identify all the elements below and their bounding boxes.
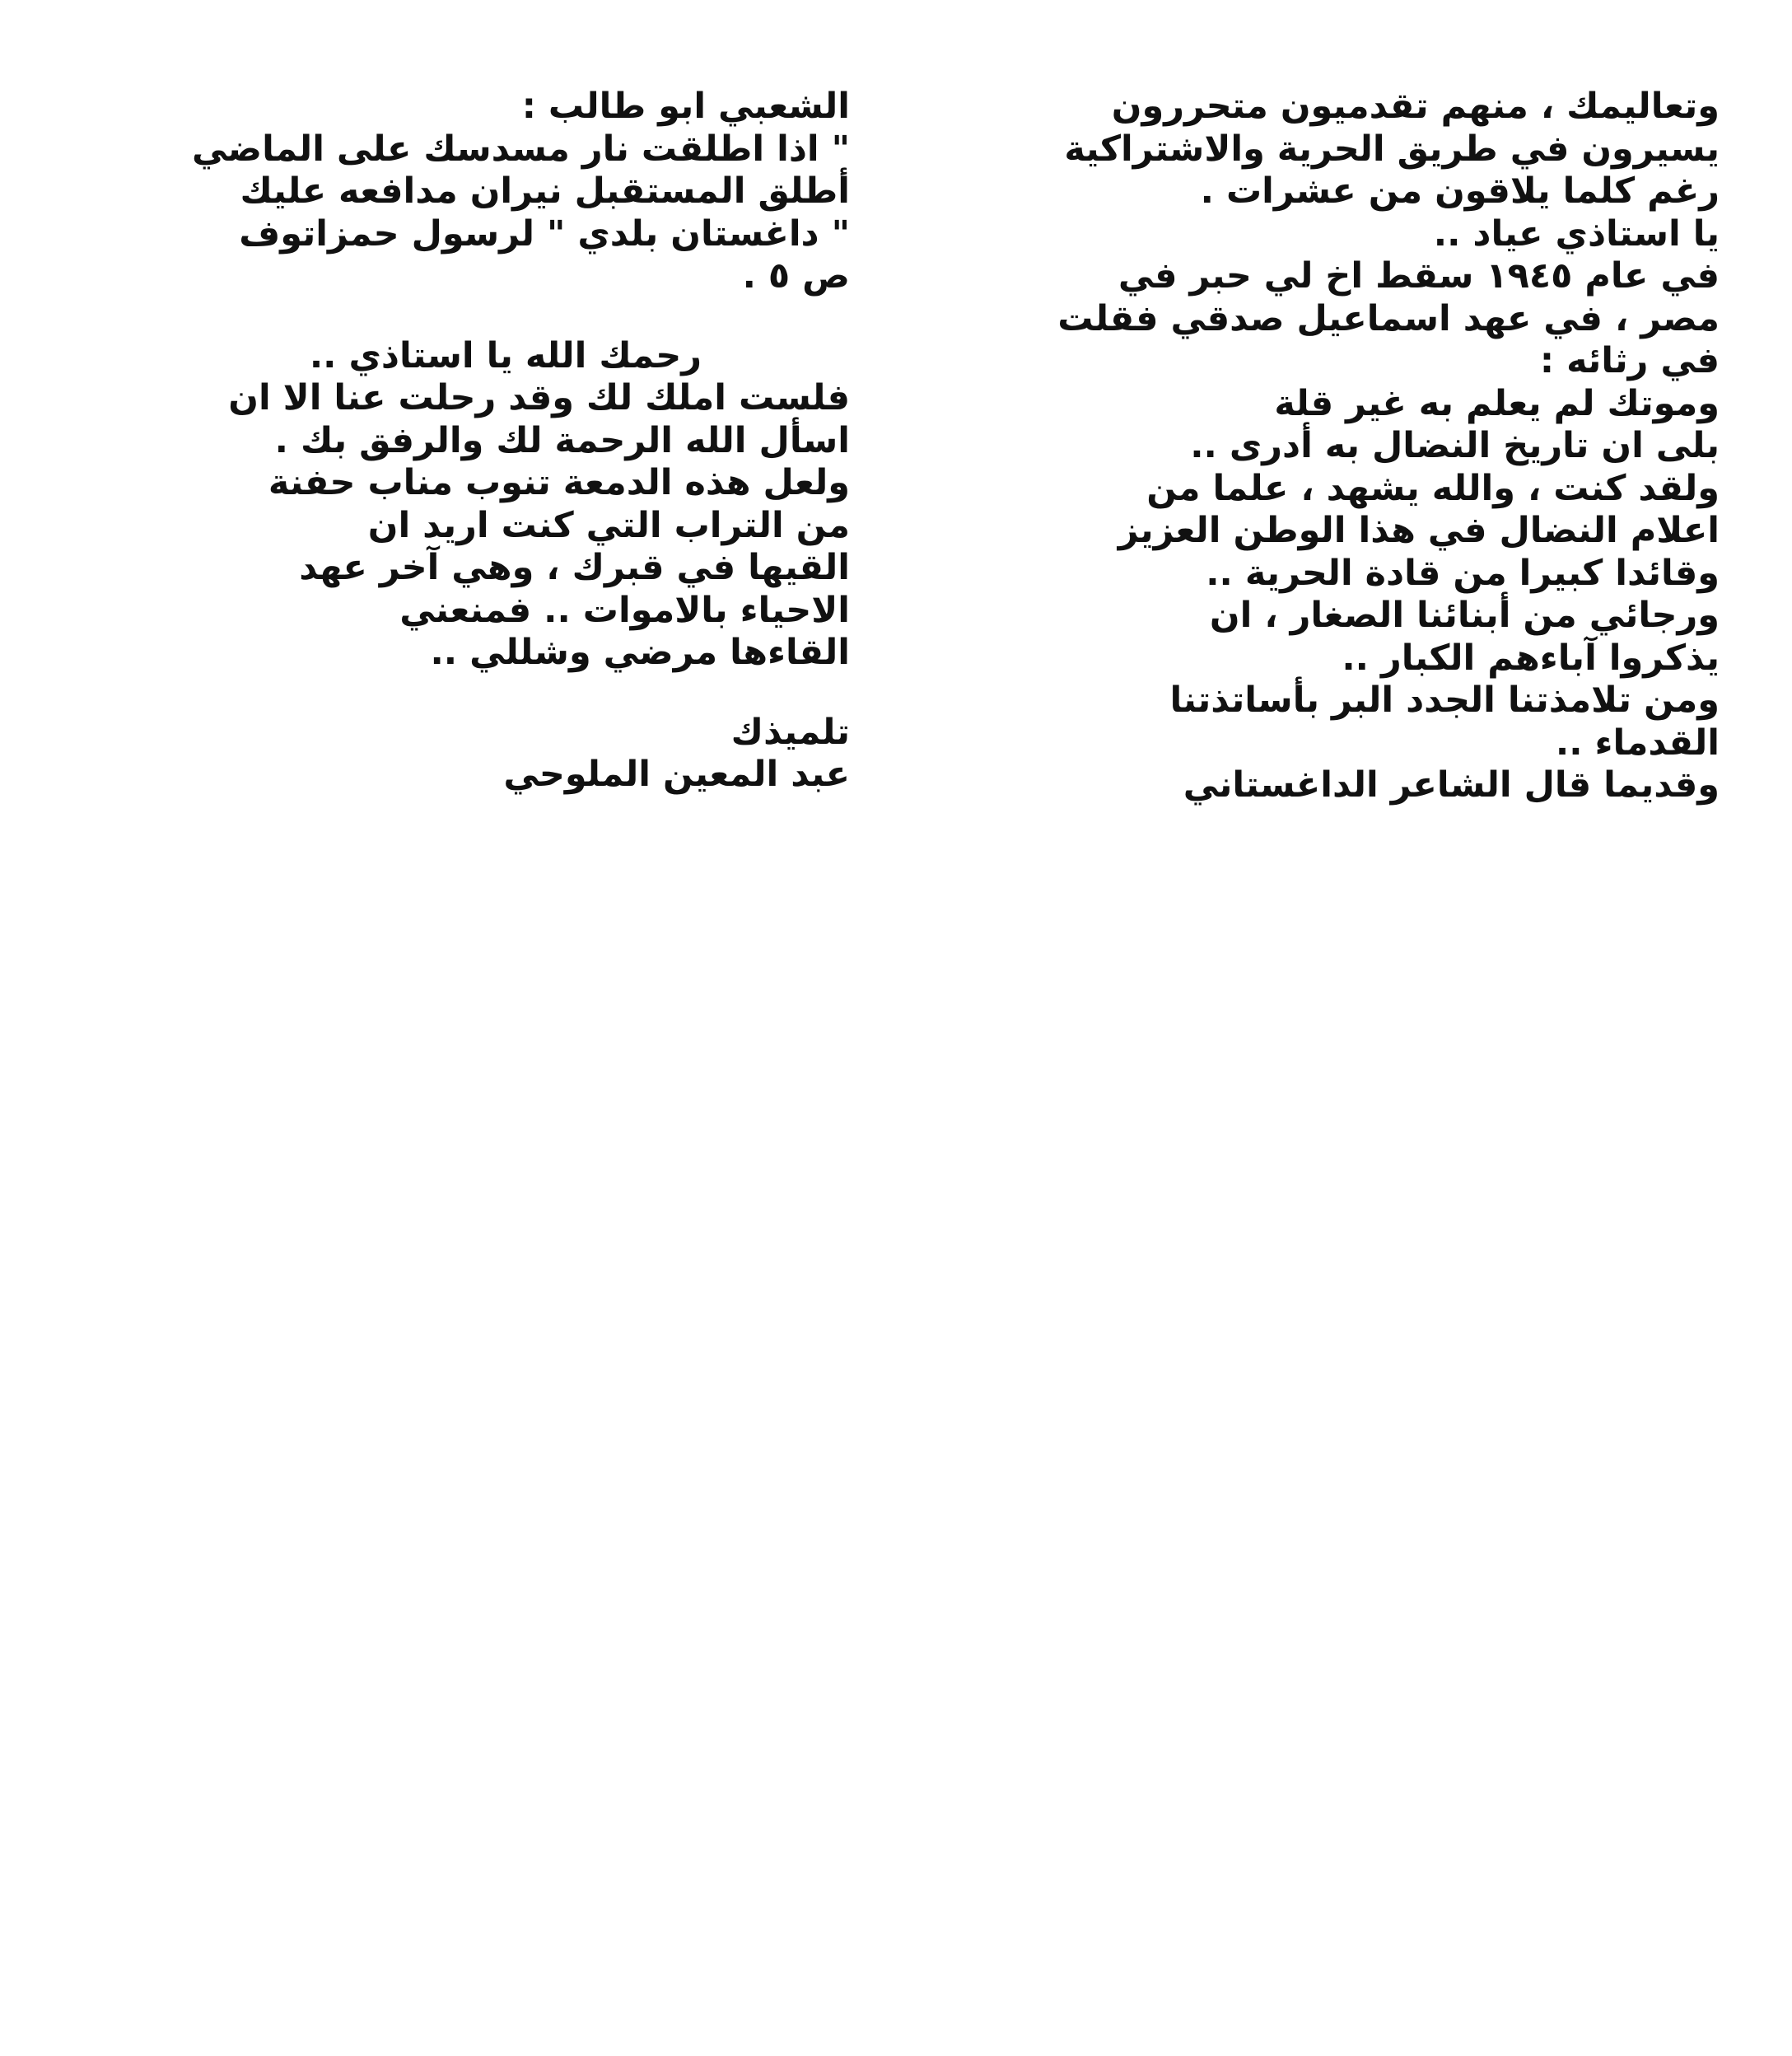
right-text-column (929, 86, 1720, 807)
text-line: وتعاليمك ، منهم تقدميون متحررون (1111, 86, 1720, 127)
elegy-line: القاءها مرضي وشللي .. (430, 632, 850, 673)
signature-title: تلميذك (730, 711, 850, 753)
quote-line: " اذا اطلقت نار مسدسك على الماضي (192, 128, 850, 170)
left-text-column (59, 86, 850, 797)
text-line: ورجائي من أبنائنا الصغار ، ان (1209, 595, 1720, 636)
elegy-line: من التراب التي كنت اريد ان (367, 504, 850, 546)
text-line: وموتك لم يعلم به غير قلة (1274, 382, 1720, 424)
elegy-line: ولعل هذه الدمعة تنوب مناب حفنة (268, 462, 850, 503)
quote-line: الشعبي ابو طالب : (521, 86, 850, 127)
text-line: يا استاذي عياد .. (1433, 213, 1720, 255)
text-line: القدماء .. (1555, 722, 1720, 764)
paragraph-gap (59, 298, 850, 335)
poem-quote (59, 86, 850, 298)
text-line: ولقد كنت ، والله يشهد ، علما من (1146, 467, 1720, 509)
text-line: اعلام النضال في هذا الوطن العزيز (1118, 510, 1720, 551)
text-line: رغم كلما يلاقون من عشرات . (1200, 171, 1720, 212)
text-line: في رثائه : (1539, 340, 1720, 381)
signature-block (59, 712, 850, 797)
paragraph-gap (59, 675, 850, 712)
text-line: وقديما قال الشاعر الداغستاني (1183, 764, 1720, 806)
quote-line: أطلق المستقبل نيران مدافعه عليك (240, 171, 850, 212)
text-line: بلى ان تاريخ النضال به أدرى .. (1190, 425, 1720, 466)
elegy-line: رحمك الله يا استاذي .. (309, 334, 702, 376)
text-line: يسيرون في طريق الحرية والاشتراكية (1064, 128, 1720, 170)
elegy-line: الاحياء بالاموات .. فمنعني (399, 589, 850, 631)
elegy-line: اسأل الله الرحمة لك والرفق بك . (274, 419, 850, 461)
elegy-line: فلست املك لك وقد رحلت عنا الا ان (228, 377, 850, 418)
text-line: في عام ١٩٤٥ سقط اخ لي حبر في (1118, 255, 1720, 297)
quote-line: " داغستان بلدي " لرسول حمزاتوف (239, 213, 850, 255)
text-line: يذكروا آباءهم الكبار .. (1342, 637, 1720, 679)
text-line: ومن تلامذتنا الجدد البر بأساتذتنا (1169, 680, 1720, 721)
elegy-line: القيها في قبرك ، وهي آخر عهد (299, 547, 850, 588)
signature-name: عبد المعين الملوحي (503, 754, 850, 795)
text-line: وقائدا كبيرا من قادة الحرية .. (1206, 552, 1720, 594)
quote-line: ص ٥ . (742, 255, 850, 297)
elegy-paragraph (59, 335, 850, 675)
text-line: مصر ، في عهد اسماعيل صدقي فقلت (1057, 297, 1720, 339)
